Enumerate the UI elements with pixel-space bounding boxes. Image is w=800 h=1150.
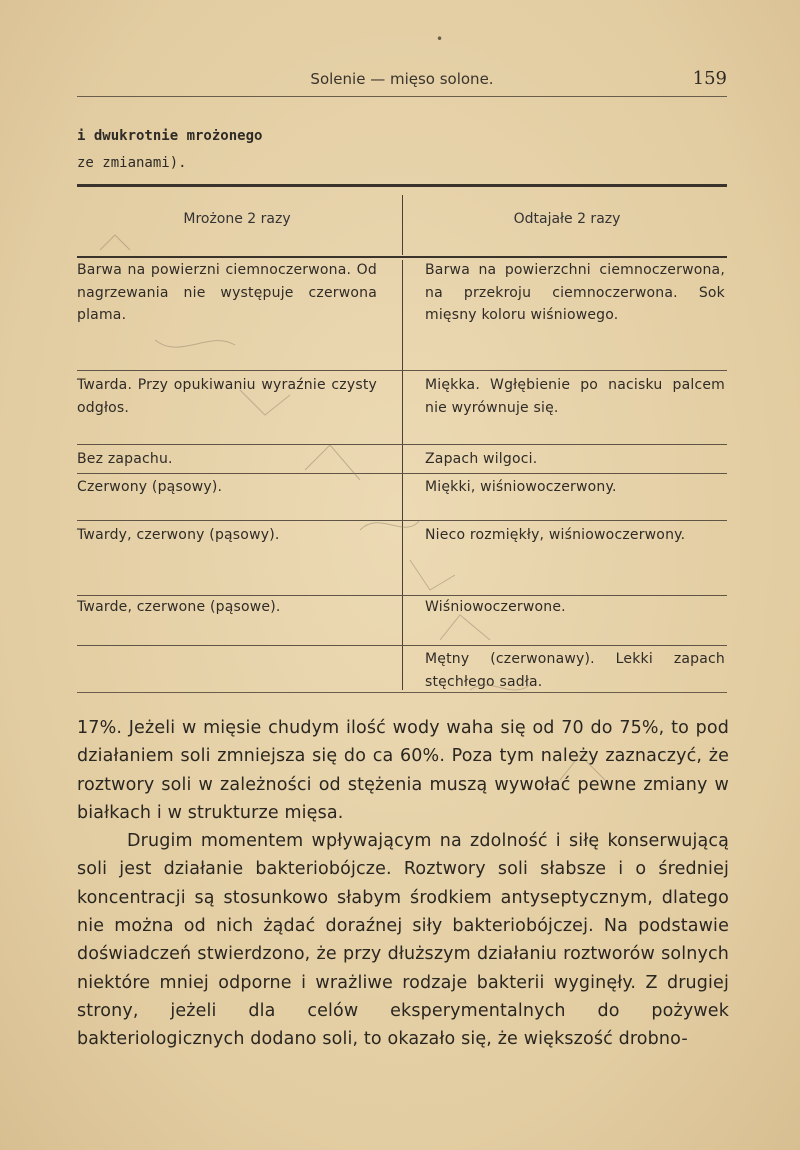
- table-cell: Wiśniowoczerwone.: [425, 599, 566, 615]
- table-cell: Barwa na powierzchni ciemnoczerwona, na przekroju ciemnoczerwona. Sok mięsny koloru wiśniowego.: [425, 262, 725, 323]
- table-top-rule: [77, 184, 727, 187]
- table-caption-line1: i dwukrotnie mrożonego: [77, 128, 263, 144]
- table-cell: Bez zapachu.: [77, 451, 173, 467]
- column-divider-body: [402, 260, 403, 690]
- page-number: 159: [692, 68, 727, 89]
- body-text: [77, 714, 729, 1054]
- running-title: Solenie — mięso solone.: [310, 70, 494, 88]
- table-cell: Barwa na powierzni ciemnoczerwona. Od nagrzewania nie występuje czerwona plama.: [77, 262, 377, 323]
- table-bottom-rule: [77, 692, 727, 693]
- row-divider: [77, 645, 727, 646]
- table-cell: Twarde, czerwone (pąsowe).: [77, 599, 281, 615]
- table-cell: Czerwony (pąsowy).: [77, 479, 223, 495]
- table-header-rule: [77, 256, 727, 258]
- column-header-frozen: Mrożone 2 razy: [183, 211, 291, 227]
- row-divider: [77, 520, 727, 521]
- table-cell: Mętny (czerwonawy). Lekki zapach stęchłego sadła.: [425, 651, 725, 690]
- table-cell: Twarda. Przy opukiwaniu wyraźnie czysty odgłos.: [77, 377, 377, 416]
- row-divider: [77, 370, 727, 371]
- page-header: [77, 70, 727, 97]
- paragraph: Drugim momentem wpływającym na zdolność i siłę konserwującą soli jest działanie bakteriobójcze. Roztwory soli słabsze i o średniej koncentracji są stosunkowo słabym środkiem antyseptycznym, dlatego nie można od nich żądać doraźnej siły bakteriobójczej. Na podstawie doświadczeń stwierdzono, że przy dłuższym działaniu roztworów solnych niektóre mniej odporne i wrażliwe rodzaje bakterii wyginęły. Z drugiej strony, jeżeli dla celów eksperymentalnych do pożywek bakteriologicznych dodano soli, to okazało się, że większość drobno-: [77, 831, 729, 1050]
- paragraph: 17%. Jeżeli w mięsie chudym ilość wody waha się od 70 do 75%, to pod działaniem soli zmniejsza się do ca 60%. Poza tym należy zaznaczyć, że roztwory soli w zależności od stężenia muszą wywołać pewne zmiany w białkach i w strukturze mięsa.: [77, 718, 729, 823]
- column-divider-header: [402, 195, 403, 255]
- ink-speck: •: [436, 32, 444, 46]
- table-cell: Miękka. Wgłębienie po nacisku palcem nie wyrównuje się.: [425, 377, 725, 416]
- table-cell: Twardy, czerwony (pąsowy).: [77, 527, 280, 543]
- row-divider: [77, 444, 727, 445]
- column-header-thawed: Odtajałe 2 razy: [513, 211, 621, 227]
- table-cell: Nieco rozmiękły, wiśniowoczerwony.: [425, 527, 686, 543]
- table-caption-line2: ze zmianami).: [77, 155, 187, 171]
- table-cell: Miękki, wiśniowoczerwony.: [425, 479, 617, 495]
- row-divider: [77, 473, 727, 474]
- table-cell: Zapach wilgoci.: [425, 451, 538, 467]
